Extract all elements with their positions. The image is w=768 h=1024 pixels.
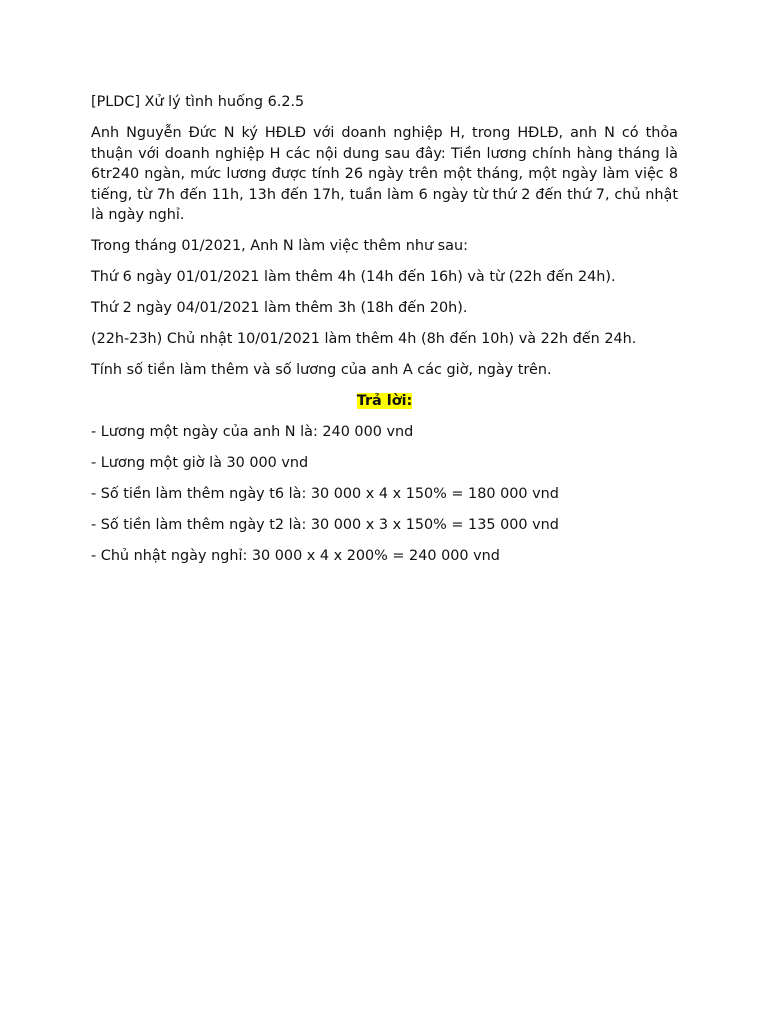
- overtime-item-sunday: (22h-23h) Chủ nhật 10/01/2021 làm thêm 4h (8h đến 10h) và 22h đến 24h.: [91, 331, 637, 347]
- answer-line-hourly-wage: - Lương một giờ là 30 000 vnd: [91, 455, 309, 471]
- overtime-lead: Trong tháng 01/2021, Anh N làm việc thêm như sau:: [91, 238, 468, 254]
- answer-heading-highlight: Trả lời:: [356, 393, 413, 409]
- case-description: Anh Nguyễn Đức N ký HĐLĐ với doanh nghiệp H, trong HĐLĐ, anh N có thỏa thuận với doanh nghiệp H các nội dung sau đây: Tiền lương chính hàng tháng là 6tr240 ngàn, mức lương được tính 26 ngày trên một tháng, một ngày làm việc 8 tiếng, từ 7h đến 11h, 13h đến 17h, tuần làm 6 ngày từ thứ 2 đến thứ 7, chủ nhật là ngày nghỉ.: [91, 125, 678, 223]
- document-title: [PLDC] Xử lý tình huống 6.2.5: [91, 94, 305, 110]
- answer-line-friday-overtime: - Số tiền làm thêm ngày t6 là: 30 000 x 4 x 150% = 180 000 vnd: [91, 486, 559, 502]
- answer-heading: [91, 391, 678, 412]
- answer-line-monday-overtime: - Số tiền làm thêm ngày t2 là: 30 000 x 3 x 150% = 135 000 vnd: [91, 517, 559, 533]
- overtime-item-friday: Thứ 6 ngày 01/01/2021 làm thêm 4h (14h đến 16h) và từ (22h đến 24h).: [91, 269, 616, 285]
- document-page: [91, 92, 678, 577]
- answer-line-sunday-overtime: - Chủ nhật ngày nghỉ: 30 000 x 4 x 200% = 240 000 vnd: [91, 548, 500, 564]
- question: Tính số tiền làm thêm và số lương của anh A các giờ, ngày trên.: [91, 362, 552, 378]
- answer-line-daily-wage: - Lương một ngày của anh N là: 240 000 vnd: [91, 424, 414, 440]
- overtime-item-monday: Thứ 2 ngày 04/01/2021 làm thêm 3h (18h đến 20h).: [91, 300, 468, 316]
